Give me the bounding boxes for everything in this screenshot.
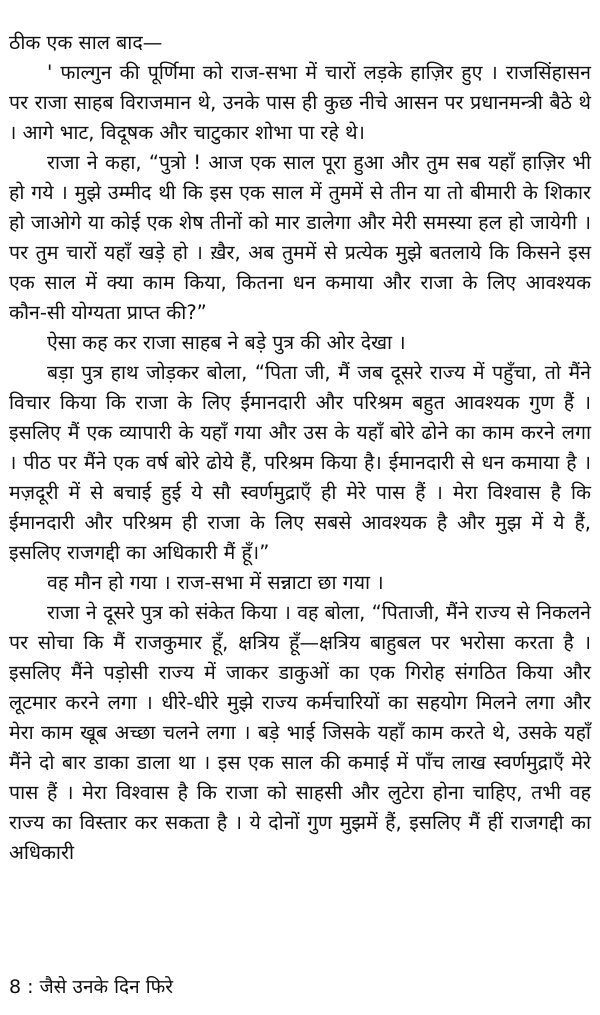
page-footer: 8 : जैसे उनके दिन फिरे: [9, 976, 174, 998]
paragraph-5: वह मौन हो गया । राज-सभा में सन्नाटा छा गया ।: [47, 571, 384, 594]
paragraph-3: ऐसा कह कर राजा साहब ने बड़े पुत्र की ओर देखा ।: [47, 331, 406, 354]
paragraph-2: राजा ने कहा, “पुत्रो ! आज एक साल पूरा हुआ और तुम सब यहाँ हाज़िर भी हो गये । मुझे उम्मीद थी कि इस एक साल में तुममें से तीन या तो बीमारी के शिकार हो जाओगे या कोई एक शेष तीनों को मार डालेगा और मेरी समस्या हल हो जायेगी । पर तुम चारों यहाँ खड़े हो । ख़ैर, अब तुममें से प्रत्येक मुझे बतलाये कि किसने इस एक साल में क्या काम किया, कितना धन कमाया और राजा के लिए आवश्यक कौन-सी योग्यता प्राप्त की?”: [9, 151, 591, 324]
section-heading: ठीक एक साल बाद—: [9, 31, 163, 54]
paragraph-6: राजा ने दूसरे पुत्र को संकेत किया । वह बोला, “पिताजी, मैंने राज्य से निकलने पर सोचा कि मैं राजकुमार हूँ, क्षत्रिय हूँ—क्षत्रिय बाहुबल पर भरोसा करता है । इसलिए मैंने पड़ोसी राज्य में जाकर डाकुओं का एक गिरोह संगठित किया और लूटमार करने लगा । धीरे-धीरे मुझे राज्य कर्मचारियों का सहयोग मिलने लगा और मेरा काम खूब अच्छा चलने लगा । बड़े भाई जिसके यहाँ काम करते थे, उसके यहाँ मैंने दो बार डाका डाला था । इस एक साल की कमाई में पाँच लाख स्वर्णमुद्राएँ मेरे पास हैं । मेरा विश्वास है कि राजा को साहसी और लुटेरा होना चाहिए, तभी वह राज्य का विस्तार कर सकता है । ये दोनों गुण मुझमें हैं, इसलिए मैं हीं राजगद्दी का अधिकारी: [9, 601, 591, 864]
paragraph-4: बड़ा पुत्र हाथ जोड़कर बोला, “पिता जी, मैं जब दूसरे राज्य में पहुँचा, तो मैंने विचार किया कि राजा के लिए ईमानदारी और परिश्रम बहुत आवश्यक गुण हैं । इसलिए मैं एक व्यापारी के यहाँ गया और उस के यहाँ बोरे ढोने का काम करने लगा । पीठ पर मैंने एक वर्ष बोरे ढोये हैं, परिश्रम किया है। ईमानदारी से धन कमाया है । मज़दूरी में से बचाई हुई ये सौ स्वर्णमुद्राएँ ही मेरे पास हैं । मेरा विश्वास है कि ईमानदारी और परिश्रम ही राजा के लिए सबसे आवश्यक है और मुझ में ये हैं, इसलिए राजगद्दी का अधिकारी मैं हूँ।”: [9, 361, 591, 564]
paragraph-1: ' फाल्गुन की पूर्णिमा को राज-सभा में चारों लड़के हाज़िर हुए । राजसिंहासन पर राजा साहब विराजमान थे, उनके पास ही कुछ नीचे आसन पर प्रधानमन्त्री बैठे थे । आगे भाट, विदूषक और चाटुकार शोभा पा रहे थे।: [9, 61, 591, 144]
